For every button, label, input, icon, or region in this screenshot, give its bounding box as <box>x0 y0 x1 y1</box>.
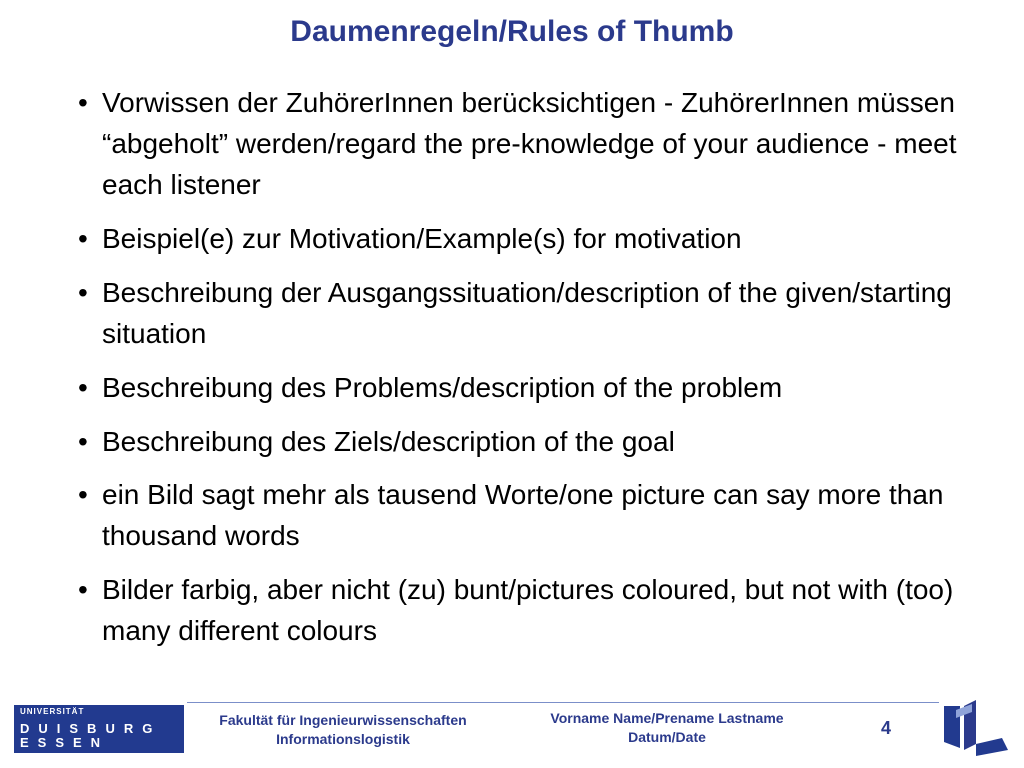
faculty-line2: Informationslogistik <box>276 731 410 747</box>
faculty-text <box>188 711 498 749</box>
faculty-line1: Fakultät für Ingenieurwissenschaften <box>219 712 467 728</box>
bullet-item <box>78 367 1018 408</box>
bullet-marker: • <box>78 372 88 403</box>
author-date: Datum/Date <box>628 729 706 745</box>
bullet-item <box>78 272 1018 354</box>
bullet-marker: • <box>78 479 88 510</box>
bullet-text: Beschreibung des Ziels/description of the goal <box>102 426 675 457</box>
bullet-marker: • <box>78 574 88 605</box>
bullet-item <box>78 82 1018 205</box>
bullet-marker: • <box>78 87 88 118</box>
uni-logo-line3: ESSEN <box>20 735 110 750</box>
bullet-item <box>78 421 1018 462</box>
bullet-text: Bilder farbig, aber nicht (zu) bunt/pictures coloured, but not with (too) many different colours <box>102 574 954 646</box>
bullet-list <box>78 82 1018 664</box>
bullet-text: Beispiel(e) zur Motivation/Example(s) for motivation <box>102 223 742 254</box>
bullet-item <box>78 569 1018 651</box>
bullet-item <box>78 474 1018 556</box>
author-text <box>508 709 826 747</box>
university-logo <box>14 705 184 753</box>
bullet-marker: • <box>78 277 88 308</box>
author-name: Vorname Name/Prename Lastname <box>550 710 784 726</box>
bullet-text: Vorwissen der ZuhörerInnen berücksichtigen - ZuhörerInnen müssen “abgeholt” werden/regard the pre-knowledge of your audience - meet each listener <box>102 87 957 200</box>
il-logo-icon <box>942 700 1012 756</box>
bullet-marker: • <box>78 223 88 254</box>
bullet-text: Beschreibung des Problems/description of the problem <box>102 372 783 403</box>
bullet-marker: • <box>78 426 88 457</box>
slide-title: Daumenregeln/Rules of Thumb <box>290 15 734 48</box>
bullet-item <box>78 218 1018 259</box>
footer-divider <box>187 702 939 703</box>
uni-logo-line1: UNIVERSITÄT <box>20 707 85 716</box>
uni-logo-line2: DUISBURG <box>20 721 162 736</box>
page-number: 4 <box>880 718 891 738</box>
bullet-text: Beschreibung der Ausgangssituation/description of the given/starting situation <box>102 277 952 349</box>
bullet-text: ein Bild sagt mehr als tausend Worte/one picture can say more than thousand words <box>102 479 944 551</box>
